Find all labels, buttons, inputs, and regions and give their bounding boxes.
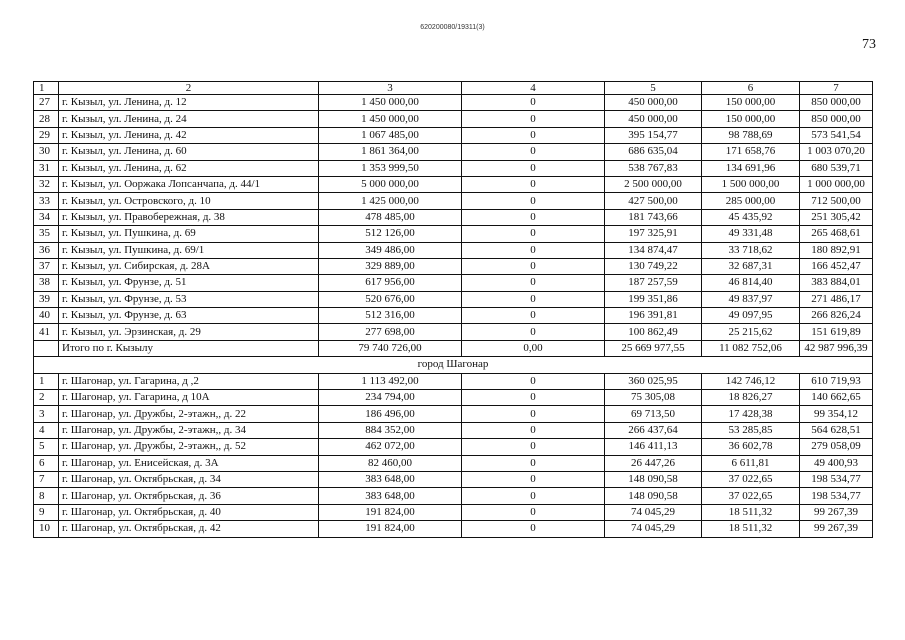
col-5-cell: 69 713,50 — [605, 406, 702, 422]
col-7-cell: 850 000,00 — [800, 111, 873, 127]
total-cost-cell: 79 740 726,00 — [319, 340, 462, 356]
address-cell: г. Кызыл, ул. Ленина, д. 12 — [59, 95, 319, 111]
total-cost-cell: 191 824,00 — [319, 521, 462, 537]
col-7-cell: 180 892,91 — [800, 242, 873, 258]
address-cell: г. Кызыл, ул. Ооржака Лопсанчапа, д. 44/1 — [59, 176, 319, 192]
address-cell: г. Шагонар, ул. Гагарина, д ,2 — [59, 373, 319, 389]
col-4-cell: 0 — [462, 193, 605, 209]
col-4-cell: 0 — [462, 324, 605, 340]
total-row — [34, 340, 873, 356]
col-6-cell: 142 746,12 — [702, 373, 800, 389]
row-number-cell: 41 — [34, 324, 59, 340]
table-row — [34, 242, 873, 258]
table-row — [34, 193, 873, 209]
address-cell: г. Шагонар, ул. Октябрьская, д. 40 — [59, 504, 319, 520]
col-6-cell: 98 788,69 — [702, 127, 800, 143]
row-number-cell: 27 — [34, 95, 59, 111]
col-5-cell: 148 090,58 — [605, 471, 702, 487]
col-4-cell: 0 — [462, 160, 605, 176]
table-row — [34, 488, 873, 504]
col-6-cell: 25 215,62 — [702, 324, 800, 340]
col-4-cell: 0,00 — [462, 340, 605, 356]
address-cell: г. Шагонар, ул. Гагарина, д 10А — [59, 390, 319, 406]
total-cost-cell: 3 — [319, 82, 462, 95]
col-4-cell: 0 — [462, 521, 605, 537]
col-6-cell: 49 837,97 — [702, 291, 800, 307]
address-cell: г. Шагонар, ул. Енисейская, д. 3А — [59, 455, 319, 471]
page-number: 73 — [862, 37, 876, 52]
total-cost-cell: 234 794,00 — [319, 390, 462, 406]
col-4-cell: 0 — [462, 111, 605, 127]
col-7-cell: 42 987 996,39 — [800, 340, 873, 356]
address-cell: г. Кызыл, ул. Ленина, д. 60 — [59, 144, 319, 160]
col-4-cell: 0 — [462, 258, 605, 274]
col-6-cell: 134 691,96 — [702, 160, 800, 176]
table-row — [34, 127, 873, 143]
address-cell: г. Кызыл, ул. Ленина, д. 62 — [59, 160, 319, 176]
total-cost-cell: 512 316,00 — [319, 308, 462, 324]
col-7-cell: 7 — [800, 82, 873, 95]
row-number-cell: 1 — [34, 373, 59, 389]
col-4-cell: 0 — [462, 209, 605, 225]
col-4-cell: 0 — [462, 422, 605, 438]
table-row — [34, 455, 873, 471]
col-7-cell: 99 267,39 — [800, 521, 873, 537]
address-cell: г. Кызыл, ул. Пушкина, д. 69/1 — [59, 242, 319, 258]
row-number-cell: 39 — [34, 291, 59, 307]
col-6-cell: 6 — [702, 82, 800, 95]
table-row — [34, 160, 873, 176]
col-7-cell: 1 003 070,20 — [800, 144, 873, 160]
col-6-cell: 171 658,76 — [702, 144, 800, 160]
col-7-cell: 151 619,89 — [800, 324, 873, 340]
col-5-cell: 266 437,64 — [605, 422, 702, 438]
row-number-cell: 36 — [34, 242, 59, 258]
address-cell: г. Шагонар, ул. Октябрьская, д. 42 — [59, 521, 319, 537]
table-row — [34, 258, 873, 274]
total-cost-cell: 277 698,00 — [319, 324, 462, 340]
row-number-cell: 33 — [34, 193, 59, 209]
total-cost-cell: 383 648,00 — [319, 471, 462, 487]
total-cost-cell: 329 889,00 — [319, 258, 462, 274]
document-id: 620200080/19311(3) — [420, 24, 485, 31]
row-number-cell: 31 — [34, 160, 59, 176]
col-4-cell: 0 — [462, 390, 605, 406]
col-7-cell: 198 534,77 — [800, 471, 873, 487]
col-5-cell: 360 025,95 — [605, 373, 702, 389]
col-5-cell: 427 500,00 — [605, 193, 702, 209]
table-row — [34, 324, 873, 340]
table-row — [34, 471, 873, 487]
col-4-cell: 0 — [462, 176, 605, 192]
col-7-cell: 166 452,47 — [800, 258, 873, 274]
table-row — [34, 373, 873, 389]
col-5-cell: 450 000,00 — [605, 95, 702, 111]
col-5-cell: 146 411,13 — [605, 439, 702, 455]
address-cell: Итого по г. Кызылу — [59, 340, 319, 356]
total-cost-cell: 520 676,00 — [319, 291, 462, 307]
col-6-cell: 18 511,32 — [702, 521, 800, 537]
total-cost-cell: 512 126,00 — [319, 226, 462, 242]
table-row — [34, 390, 873, 406]
address-cell: г. Шагонар, ул. Дружбы, 2-этажн,, д. 52 — [59, 439, 319, 455]
col-7-cell: 271 486,17 — [800, 291, 873, 307]
col-6-cell: 45 435,92 — [702, 209, 800, 225]
table-row — [34, 521, 873, 537]
col-5-cell: 74 045,29 — [605, 504, 702, 520]
col-7-cell: 99 267,39 — [800, 504, 873, 520]
col-5-cell: 100 862,49 — [605, 324, 702, 340]
col-6-cell: 6 611,81 — [702, 455, 800, 471]
col-6-cell: 36 602,78 — [702, 439, 800, 455]
total-cost-cell: 478 485,00 — [319, 209, 462, 225]
col-5-cell: 187 257,59 — [605, 275, 702, 291]
col-7-cell: 265 468,61 — [800, 226, 873, 242]
col-6-cell: 53 285,85 — [702, 422, 800, 438]
table-row — [34, 209, 873, 225]
col-4-cell: 0 — [462, 439, 605, 455]
table-row — [34, 308, 873, 324]
col-4-cell: 0 — [462, 406, 605, 422]
total-cost-cell: 1 450 000,00 — [319, 111, 462, 127]
col-4-cell: 0 — [462, 144, 605, 160]
col-5-cell: 199 351,86 — [605, 291, 702, 307]
total-cost-cell: 349 486,00 — [319, 242, 462, 258]
total-cost-cell: 82 460,00 — [319, 455, 462, 471]
col-5-cell: 450 000,00 — [605, 111, 702, 127]
col-5-cell: 130 749,22 — [605, 258, 702, 274]
col-7-cell: 279 058,09 — [800, 439, 873, 455]
section-title: город Шагонар — [34, 357, 873, 373]
address-cell: г. Кызыл, ул. Ленина, д. 42 — [59, 127, 319, 143]
col-5-cell: 26 447,26 — [605, 455, 702, 471]
row-number-cell: 4 — [34, 422, 59, 438]
row-number-cell: 9 — [34, 504, 59, 520]
col-6-cell: 46 814,40 — [702, 275, 800, 291]
col-6-cell: 32 687,31 — [702, 258, 800, 274]
total-cost-cell: 191 824,00 — [319, 504, 462, 520]
col-6-cell: 285 000,00 — [702, 193, 800, 209]
col-4-cell: 0 — [462, 291, 605, 307]
total-cost-cell: 1 067 485,00 — [319, 127, 462, 143]
table-row — [34, 291, 873, 307]
total-cost-cell: 1 113 492,00 — [319, 373, 462, 389]
col-4-cell: 4 — [462, 82, 605, 95]
col-4-cell: 0 — [462, 95, 605, 111]
row-number-cell: 6 — [34, 455, 59, 471]
address-cell: 2 — [59, 82, 319, 95]
address-cell: г. Кызыл, ул. Ленина, д. 24 — [59, 111, 319, 127]
col-5-cell: 196 391,81 — [605, 308, 702, 324]
table-row — [34, 422, 873, 438]
address-cell: г. Шагонар, ул. Дружбы, 2-этажн,, д. 22 — [59, 406, 319, 422]
table-row — [34, 95, 873, 111]
col-7-cell: 140 662,65 — [800, 390, 873, 406]
col-6-cell: 11 082 752,06 — [702, 340, 800, 356]
address-cell: г. Шагонар, ул. Дружбы, 2-этажн,, д. 34 — [59, 422, 319, 438]
col-7-cell: 573 541,54 — [800, 127, 873, 143]
col-7-cell: 1 000 000,00 — [800, 176, 873, 192]
row-number-cell: 10 — [34, 521, 59, 537]
col-5-cell: 5 — [605, 82, 702, 95]
col-6-cell: 17 428,38 — [702, 406, 800, 422]
row-number-cell: 35 — [34, 226, 59, 242]
col-5-cell: 197 325,91 — [605, 226, 702, 242]
col-4-cell: 0 — [462, 471, 605, 487]
col-5-cell: 2 500 000,00 — [605, 176, 702, 192]
col-5-cell: 75 305,08 — [605, 390, 702, 406]
col-6-cell: 33 718,62 — [702, 242, 800, 258]
col-4-cell: 0 — [462, 504, 605, 520]
row-number-cell: 30 — [34, 144, 59, 160]
row-number-cell: 32 — [34, 176, 59, 192]
total-cost-cell: 383 648,00 — [319, 488, 462, 504]
table-row — [34, 439, 873, 455]
row-number-cell: 2 — [34, 390, 59, 406]
table-row — [34, 111, 873, 127]
row-number-cell: 8 — [34, 488, 59, 504]
row-number-cell: 40 — [34, 308, 59, 324]
col-4-cell: 0 — [462, 373, 605, 389]
col-6-cell: 49 331,48 — [702, 226, 800, 242]
total-cost-cell: 1 353 999,50 — [319, 160, 462, 176]
table-row — [34, 144, 873, 160]
section-row — [34, 357, 873, 373]
total-cost-cell: 462 072,00 — [319, 439, 462, 455]
col-5-cell: 181 743,66 — [605, 209, 702, 225]
data-table — [33, 81, 873, 538]
col-4-cell: 0 — [462, 455, 605, 471]
row-number-cell: 28 — [34, 111, 59, 127]
table-row — [34, 226, 873, 242]
total-cost-cell: 1 450 000,00 — [319, 95, 462, 111]
table-row — [34, 406, 873, 422]
row-number-cell: 38 — [34, 275, 59, 291]
col-5-cell: 686 635,04 — [605, 144, 702, 160]
col-5-cell: 134 874,47 — [605, 242, 702, 258]
address-cell: г. Кызыл, ул. Фрунзе, д. 51 — [59, 275, 319, 291]
col-6-cell: 150 000,00 — [702, 111, 800, 127]
address-cell: г. Кызыл, ул. Правобережная, д. 38 — [59, 209, 319, 225]
col-7-cell: 251 305,42 — [800, 209, 873, 225]
total-cost-cell: 186 496,00 — [319, 406, 462, 422]
col-7-cell: 99 354,12 — [800, 406, 873, 422]
row-number-cell: 1 — [34, 82, 59, 95]
col-4-cell: 0 — [462, 488, 605, 504]
total-cost-cell: 5 000 000,00 — [319, 176, 462, 192]
col-7-cell: 266 826,24 — [800, 308, 873, 324]
address-cell: г. Кызыл, ул. Фрунзе, д. 63 — [59, 308, 319, 324]
row-number-cell: 29 — [34, 127, 59, 143]
total-cost-cell: 884 352,00 — [319, 422, 462, 438]
col-6-cell: 18 826,27 — [702, 390, 800, 406]
address-cell: г. Кызыл, ул. Сибирская, д. 28А — [59, 258, 319, 274]
col-7-cell: 564 628,51 — [800, 422, 873, 438]
row-number-cell: 34 — [34, 209, 59, 225]
table-row — [34, 275, 873, 291]
address-cell: г. Кызыл, ул. Фрунзе, д. 53 — [59, 291, 319, 307]
row-number-cell: 3 — [34, 406, 59, 422]
col-7-cell: 49 400,93 — [800, 455, 873, 471]
row-number-cell — [34, 340, 59, 356]
row-number-cell: 7 — [34, 471, 59, 487]
address-cell: г. Кызыл, ул. Островского, д. 10 — [59, 193, 319, 209]
total-cost-cell: 1 425 000,00 — [319, 193, 462, 209]
col-5-cell: 395 154,77 — [605, 127, 702, 143]
col-4-cell: 0 — [462, 226, 605, 242]
col-7-cell: 712 500,00 — [800, 193, 873, 209]
address-cell: г. Кызыл, ул. Эрзинская, д. 29 — [59, 324, 319, 340]
col-6-cell: 150 000,00 — [702, 95, 800, 111]
col-4-cell: 0 — [462, 242, 605, 258]
col-6-cell: 37 022,65 — [702, 471, 800, 487]
total-cost-cell: 617 956,00 — [319, 275, 462, 291]
address-cell: г. Шагонар, ул. Октябрьская, д. 34 — [59, 471, 319, 487]
col-5-cell: 148 090,58 — [605, 488, 702, 504]
col-4-cell: 0 — [462, 127, 605, 143]
col-7-cell: 850 000,00 — [800, 95, 873, 111]
col-4-cell: 0 — [462, 308, 605, 324]
table-row — [34, 176, 873, 192]
col-5-cell: 74 045,29 — [605, 521, 702, 537]
col-5-cell: 25 669 977,55 — [605, 340, 702, 356]
row-number-cell: 37 — [34, 258, 59, 274]
col-6-cell: 18 511,32 — [702, 504, 800, 520]
col-5-cell: 538 767,83 — [605, 160, 702, 176]
table-row — [34, 504, 873, 520]
col-6-cell: 37 022,65 — [702, 488, 800, 504]
col-4-cell: 0 — [462, 275, 605, 291]
header-row — [34, 82, 873, 95]
col-7-cell: 680 539,71 — [800, 160, 873, 176]
col-7-cell: 383 884,01 — [800, 275, 873, 291]
address-cell: г. Шагонар, ул. Октябрьская, д. 36 — [59, 488, 319, 504]
total-cost-cell: 1 861 364,00 — [319, 144, 462, 160]
col-7-cell: 610 719,93 — [800, 373, 873, 389]
row-number-cell: 5 — [34, 439, 59, 455]
col-6-cell: 49 097,95 — [702, 308, 800, 324]
col-7-cell: 198 534,77 — [800, 488, 873, 504]
address-cell: г. Кызыл, ул. Пушкина, д. 69 — [59, 226, 319, 242]
col-6-cell: 1 500 000,00 — [702, 176, 800, 192]
